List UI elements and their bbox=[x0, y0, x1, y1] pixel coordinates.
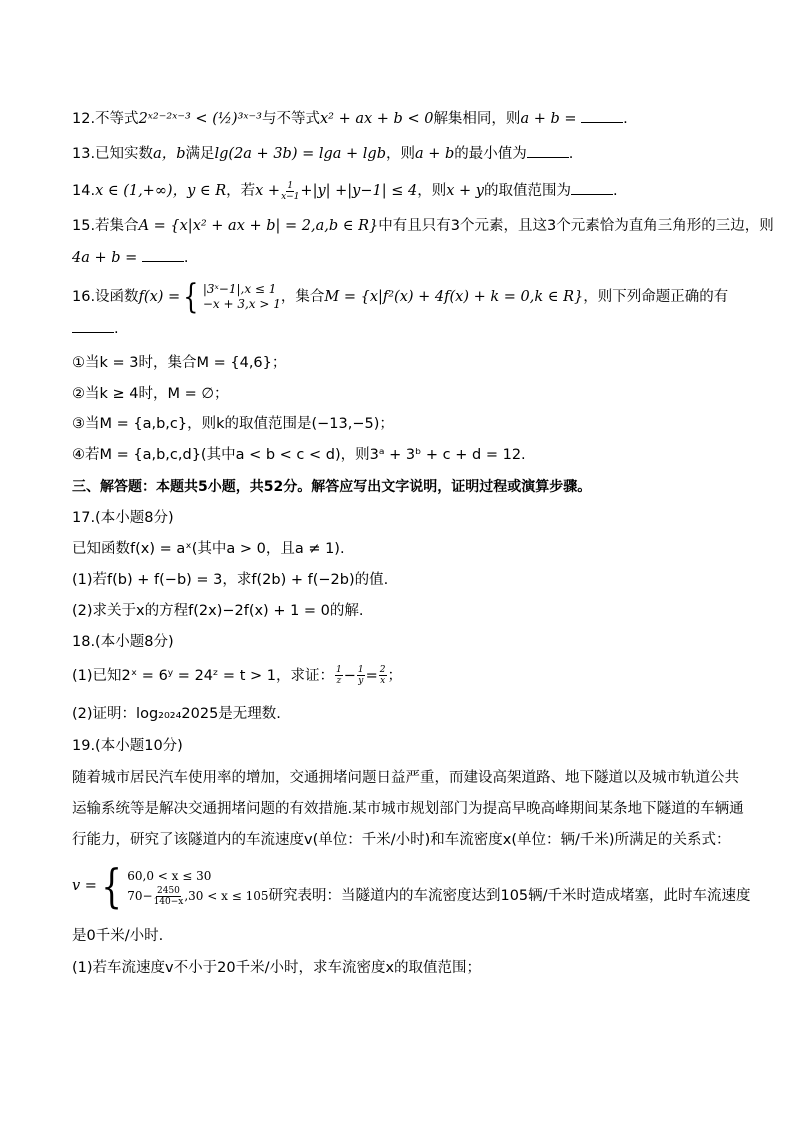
q16-answer-blank bbox=[72, 318, 114, 333]
q18-frac-3 bbox=[379, 665, 387, 686]
q16-option-2 bbox=[72, 384, 229, 404]
q13-expression: a + b bbox=[414, 146, 455, 162]
question-14 bbox=[72, 180, 618, 202]
q14-mid-text: ，若 bbox=[226, 183, 256, 199]
q18-frac-2-den: y bbox=[358, 676, 364, 686]
q18-heading bbox=[72, 632, 174, 652]
q19-case-2-prefix: 70− bbox=[127, 889, 153, 903]
q19-line-1 bbox=[72, 768, 739, 788]
q14-expr-part-1: x + bbox=[255, 183, 281, 199]
question-16 bbox=[72, 277, 729, 317]
q13-equation: lg(2a + 3b) = lga + lgb bbox=[214, 146, 386, 162]
q15-answer-blank bbox=[142, 247, 184, 262]
q17-part-1 bbox=[72, 570, 388, 590]
q19-head-text: 19.(本小题10分) bbox=[72, 738, 183, 754]
q16-mid-text: ，集合 bbox=[280, 289, 325, 305]
q19-line-3 bbox=[72, 830, 731, 850]
section-3-heading bbox=[72, 477, 591, 497]
q16-piecewise bbox=[180, 277, 281, 317]
q19-case-2-suffix: ,30 < x ≤ 105 bbox=[184, 889, 269, 903]
q19-heading bbox=[72, 736, 183, 756]
q15-line1-post: 中有且只有3个元素，且这3个元素恰为直角三角形的三边，则 bbox=[378, 218, 774, 234]
q16-prefix: 16.设函数 bbox=[72, 289, 139, 305]
q17-part-1-text: (1)若f(b) + f(−b) = 3，求f(2b) + f(−2b)的值. bbox=[72, 572, 389, 588]
q19-cases bbox=[127, 866, 268, 907]
q17-part-2-text: (2)求关于x的方程f(2x)−2f(x) + 1 = 0的解. bbox=[72, 603, 364, 619]
q16-option-4-text: ④若M = {a,b,c,d}(其中a < b < c < d)，则3ᵃ + 3ᵇ + c + d = 12. bbox=[72, 447, 526, 463]
q19-brace: { bbox=[101, 859, 122, 913]
q19-line-1-text: 随着城市居民汽车使用率的增加，交通拥堵问题日益严重，而建设高架道路、地下隧道以及城市轨道公共 bbox=[72, 770, 739, 786]
q18-part-2-text: (2)证明：log₂₀₂₄2025是无理数. bbox=[72, 706, 281, 722]
q17-heading bbox=[72, 508, 174, 528]
q16-option-3-text: ③当M = {a,b,c}，则k的取值范围是(−13,−5)； bbox=[72, 416, 394, 432]
q17-given bbox=[72, 539, 345, 559]
q19-piecewise bbox=[97, 859, 269, 913]
q18-frac-2-num: 1 bbox=[357, 665, 364, 675]
q12-inequality-1: 2ˣ²⁻²ˣ⁻³ < (½)³ˣ⁻³ bbox=[138, 111, 262, 127]
q19-line-5 bbox=[72, 926, 163, 946]
q12-inequality-2: x² + ax + b < 0 bbox=[320, 111, 434, 127]
q16-option-3 bbox=[72, 414, 394, 434]
q18-frac-3-num: 2 bbox=[379, 665, 386, 675]
q18-frac-1 bbox=[335, 665, 343, 686]
q16-option-1 bbox=[72, 353, 286, 373]
q12-mid-text: 与不等式 bbox=[262, 111, 320, 127]
q12-answer-blank bbox=[581, 108, 623, 123]
question-15-line-1 bbox=[72, 216, 774, 236]
q19-line-5-text: 是0千米/小时. bbox=[72, 928, 164, 944]
q16-end: . bbox=[114, 321, 119, 337]
q16-option-1-text: ①当k = 3时，集合M = {4,6}； bbox=[72, 355, 287, 371]
q12-prefix: 12.不等式 bbox=[72, 111, 139, 127]
q13-post-text: ，则 bbox=[385, 146, 415, 162]
q13-post-text-2: 的最小值为 bbox=[454, 146, 527, 162]
q16-option-2-text: ②当k ≥ 4时，M = ∅； bbox=[72, 386, 229, 402]
q18-frac-3-den: x bbox=[380, 676, 386, 686]
q16-option-4 bbox=[72, 445, 526, 465]
q18-minus: − bbox=[343, 667, 356, 684]
q15-expression: 4a + b = bbox=[72, 250, 138, 266]
q13-variables: a，b bbox=[153, 146, 186, 162]
q19-frac-den: 140−x bbox=[153, 896, 184, 907]
q18-semicolon: ； bbox=[387, 667, 402, 684]
q14-post-text: ，则 bbox=[417, 183, 447, 199]
q16-case-1: |3ˣ−1|,x ≤ 1 bbox=[202, 282, 277, 296]
q19-line-4-text: 研究表明：当隧道内的车流密度达到105辆/千米时造成堵塞，此时车流速度 bbox=[268, 888, 751, 904]
q19-line-2-text: 运输系统等是解决交通拥堵问题的有效措施.某市城市规划部门为提高早晚高峰期间某条地下隧道的车辆通 bbox=[72, 801, 744, 817]
q18-part-1 bbox=[72, 665, 402, 686]
q19-formula-line bbox=[72, 858, 751, 914]
q14-fraction bbox=[281, 181, 299, 202]
q16-brace: { bbox=[183, 277, 199, 317]
question-16-blank-line bbox=[72, 318, 119, 339]
question-13 bbox=[72, 143, 573, 164]
q17-head-text: 17.(本小题8分) bbox=[72, 510, 174, 526]
q15-prefix: 15.若集合 bbox=[72, 218, 139, 234]
q16-cases bbox=[203, 282, 281, 312]
q16-set-m: M = {x|f²(x) + 4f(x) + k = 0,k ∈ R} bbox=[324, 289, 584, 305]
q18-head-text: 18.(本小题8分) bbox=[72, 634, 174, 650]
q19-part-1 bbox=[72, 958, 481, 978]
q19-line-3-text: 行能力，研究了该隧道内的车流速度v(单位：千米/小时)和车流密度x(单位：辆/千米)所满足的关系式： bbox=[72, 832, 731, 848]
q17-given-text: 已知函数f(x) = aˣ(其中a > 0，且a ≠ 1). bbox=[72, 541, 345, 557]
q18-equals: = bbox=[365, 667, 378, 684]
q18-part-1-text: (1)已知2ˣ = 6ʸ = 24ᶻ = t > 1，求证： bbox=[72, 667, 334, 684]
q19-v-equals: v = bbox=[72, 878, 97, 894]
q14-frac-numerator: 1 bbox=[287, 180, 294, 191]
q14-expr-part-2: +|y| +|y−1| ≤ 4 bbox=[300, 183, 418, 199]
q13-mid-text: 满足 bbox=[185, 146, 215, 162]
q18-part-2 bbox=[72, 704, 281, 724]
question-12 bbox=[72, 108, 628, 129]
q19-frac-num: 2450 bbox=[157, 885, 180, 896]
q14-expression: x + y bbox=[446, 183, 484, 199]
q14-prefix: 14. bbox=[72, 183, 96, 199]
q14-end: . bbox=[612, 183, 618, 199]
question-15-line-2 bbox=[72, 247, 189, 268]
q18-frac-1-den: z bbox=[336, 676, 342, 686]
q19-case-2-frac bbox=[154, 886, 184, 907]
q14-answer-blank bbox=[571, 180, 613, 195]
q14-domain: x ∈ (1,+∞)，y ∈ R bbox=[95, 183, 227, 199]
q17-part-2 bbox=[72, 601, 364, 621]
q13-end: . bbox=[568, 146, 574, 162]
q14-frac-denominator: x−1 bbox=[281, 191, 300, 202]
q18-frac-2 bbox=[357, 665, 365, 686]
q12-end: . bbox=[623, 111, 628, 127]
q13-answer-blank bbox=[527, 143, 569, 158]
q19-part-1-text: (1)若车流速度v不小于20千米/小时，求车流密度x的取值范围； bbox=[72, 960, 482, 976]
q16-post-text: ，则下列命题正确的有 bbox=[583, 289, 729, 305]
q14-post-text-2: 的取值范围为 bbox=[483, 183, 571, 199]
q19-case-1: 60,0 < x ≤ 30 bbox=[127, 868, 212, 883]
q16-function-name: f(x) = bbox=[138, 289, 181, 305]
q19-line-2 bbox=[72, 799, 744, 819]
q12-post-text: 解集相同，则 bbox=[433, 111, 521, 127]
q19-case-2 bbox=[127, 886, 268, 907]
section-3-text: 三、解答题：本题共5小题，共52分。解答应写出文字说明，证明过程或演算步骤。 bbox=[72, 479, 592, 495]
q18-frac-1-num: 1 bbox=[335, 665, 342, 675]
q15-set: A = {x|x² + ax + b| = 2,a,b ∈ R} bbox=[138, 218, 379, 234]
q13-prefix: 13.已知实数 bbox=[72, 146, 154, 162]
q12-expression: a + b = bbox=[520, 111, 577, 127]
q15-end: . bbox=[183, 250, 189, 266]
q16-case-2: −x + 3,x > 1 bbox=[202, 297, 281, 311]
